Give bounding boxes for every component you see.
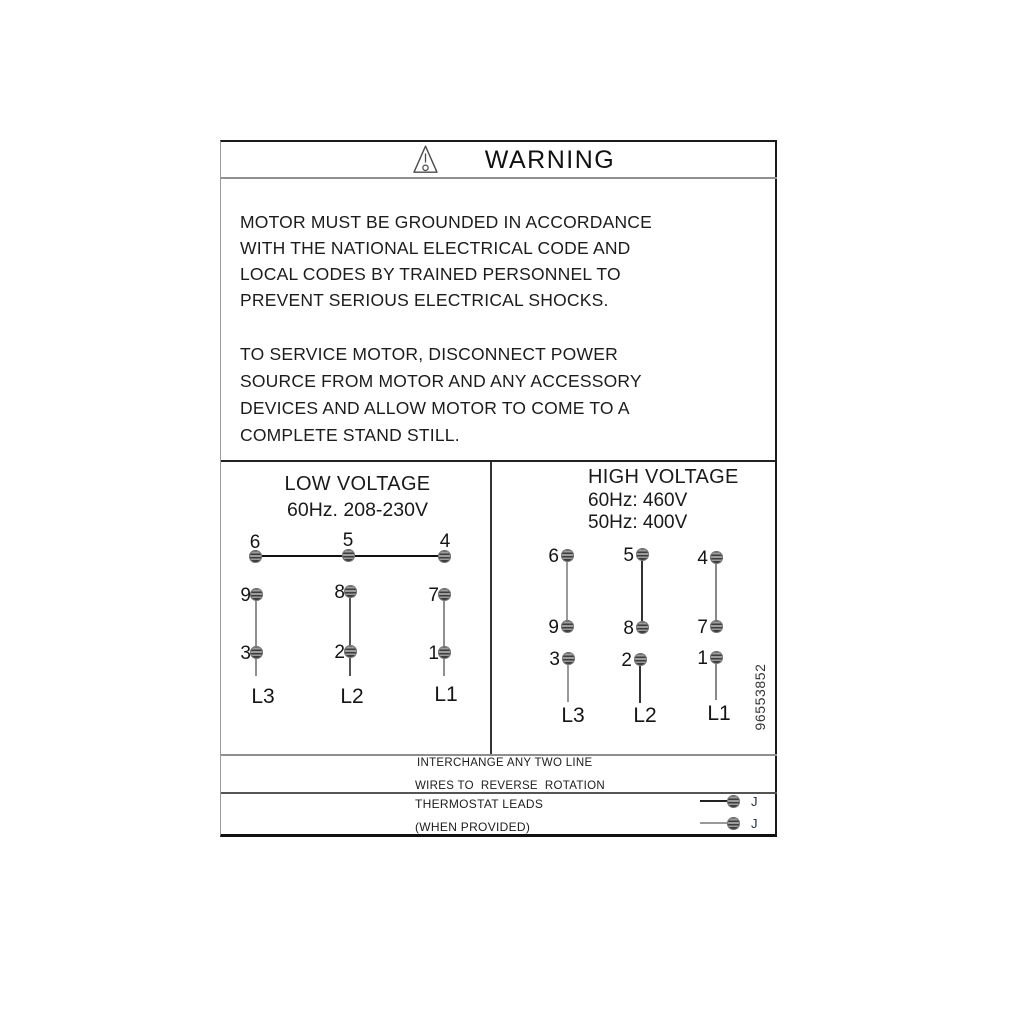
lv-line-label-L3: L3 — [251, 685, 275, 708]
hv-terminal-7-dot — [710, 620, 723, 633]
lv-wire-9-3-L3 — [255, 594, 257, 676]
warning-line: LOCAL CODES BY TRAINED PERSONNEL TO — [240, 264, 621, 284]
part-number: 96553852 — [752, 663, 768, 731]
lv-terminal-3-dot — [250, 646, 263, 659]
high-voltage-title: HIGH VOLTAGE — [588, 466, 739, 488]
thermostat-section-divider — [221, 792, 777, 794]
grounding-warning-paragraph — [240, 209, 652, 313]
hv-terminal-5-dot — [636, 548, 649, 561]
hv-wire-2-L2 — [639, 659, 641, 703]
hv-terminal-1-number: 1 — [697, 648, 708, 669]
hv-terminal-6-number: 6 — [548, 546, 559, 567]
lv-terminal-8-number: 8 — [334, 582, 345, 603]
lv-line-label-L1: L1 — [434, 683, 458, 706]
lv-wire-7-1-L1 — [443, 594, 445, 676]
hv-terminal-5-number: 5 — [623, 545, 634, 566]
lv-terminal-4-number: 4 — [439, 531, 451, 552]
service-warning-paragraph — [240, 341, 642, 449]
wiring-section-top-divider — [221, 460, 777, 462]
warning-line: DEVICES AND ALLOW MOTOR TO COME TO A — [240, 398, 630, 418]
thermostat-when-provided-label: (WHEN PROVIDED) — [415, 820, 531, 834]
warning-line: SOURCE FROM MOTOR AND ANY ACCESSORY — [240, 371, 642, 391]
high-voltage-rating-50hz: 50Hz: 400V — [588, 512, 688, 533]
hv-line-label-L2: L2 — [633, 704, 657, 727]
thermostat-lead-1-label: J — [751, 794, 758, 809]
thermostat-lead-2-wire — [700, 822, 728, 824]
hv-terminal-4-number: 4 — [697, 548, 708, 569]
warning-line: PREVENT SERIOUS ELECTRICAL SHOCKS. — [240, 290, 609, 310]
rotation-note-line2: WIRES TO REVERSE ROTATION — [415, 780, 605, 792]
lv-terminal-9-number: 9 — [240, 585, 251, 606]
hv-wire-5-8 — [641, 554, 643, 627]
high-voltage-rating-60hz: 60Hz: 460V — [588, 490, 688, 511]
thermostat-lead-2-label: J — [751, 816, 758, 831]
thermostat-lead-1-terminal-dot — [727, 795, 740, 808]
hv-line-label-L1: L1 — [707, 702, 731, 725]
hv-terminal-2-number: 2 — [621, 650, 632, 671]
lv-line-label-L2: L2 — [340, 685, 364, 708]
lv-terminal-1-dot — [438, 646, 451, 659]
header-divider — [221, 177, 777, 179]
hv-terminal-9-number: 9 — [548, 617, 559, 638]
hv-terminal-2-dot — [634, 653, 647, 666]
lv-terminal-1-number: 1 — [428, 643, 439, 664]
lv-terminal-2-number: 2 — [334, 642, 345, 663]
hv-terminal-3-dot — [562, 652, 575, 665]
hv-wire-6-9 — [566, 555, 568, 626]
warning-line: WITH THE NATIONAL ELECTRICAL CODE AND — [240, 238, 631, 258]
rotation-note-line1: INTERCHANGE ANY TWO LINE — [417, 757, 593, 769]
warning-line: MOTOR MUST BE GROUNDED IN ACCORDANCE — [240, 212, 653, 232]
hv-terminal-1-dot — [710, 651, 723, 664]
lv-terminal-7-dot — [438, 588, 451, 601]
hv-wire-4-7 — [715, 557, 717, 626]
hv-terminal-6-dot — [561, 549, 574, 562]
low-voltage-rating: 60Hz. 208-230V — [287, 499, 428, 521]
hv-terminal-8-number: 8 — [623, 618, 634, 639]
hv-terminal-3-number: 3 — [549, 649, 560, 670]
hv-terminal-7-number: 7 — [697, 617, 708, 638]
warning-heading: WARNING — [484, 146, 616, 174]
lv-terminal-7-number: 7 — [428, 585, 439, 606]
voltage-columns-divider — [490, 462, 492, 755]
lv-terminal-6-number: 6 — [249, 532, 261, 553]
thermostat-leads-label: THERMOSTAT LEADS — [415, 797, 544, 811]
lv-terminal-3-number: 3 — [240, 643, 251, 664]
hv-terminal-9-dot — [561, 620, 574, 633]
warning-line: TO SERVICE MOTOR, DISCONNECT POWER — [240, 344, 618, 364]
lv-terminal-9-dot — [250, 588, 263, 601]
hv-wire-3-L3 — [567, 658, 569, 702]
hv-terminal-8-dot — [636, 621, 649, 634]
lv-terminal-2-dot — [344, 645, 357, 658]
warning-triangle-icon — [412, 144, 439, 180]
lv-terminal-8-dot — [344, 585, 357, 598]
hv-line-label-L3: L3 — [561, 704, 585, 727]
rotation-note-divider — [221, 754, 777, 756]
low-voltage-title: LOW VOLTAGE — [284, 473, 431, 495]
warning-line: COMPLETE STAND STILL. — [240, 425, 460, 445]
lv-terminal-5-number: 5 — [342, 530, 354, 551]
hv-terminal-4-dot — [710, 551, 723, 564]
lv-wire-8-2-L2 — [349, 591, 351, 676]
thermostat-lead-2-terminal-dot — [727, 817, 740, 830]
thermostat-lead-1-wire — [700, 800, 728, 802]
